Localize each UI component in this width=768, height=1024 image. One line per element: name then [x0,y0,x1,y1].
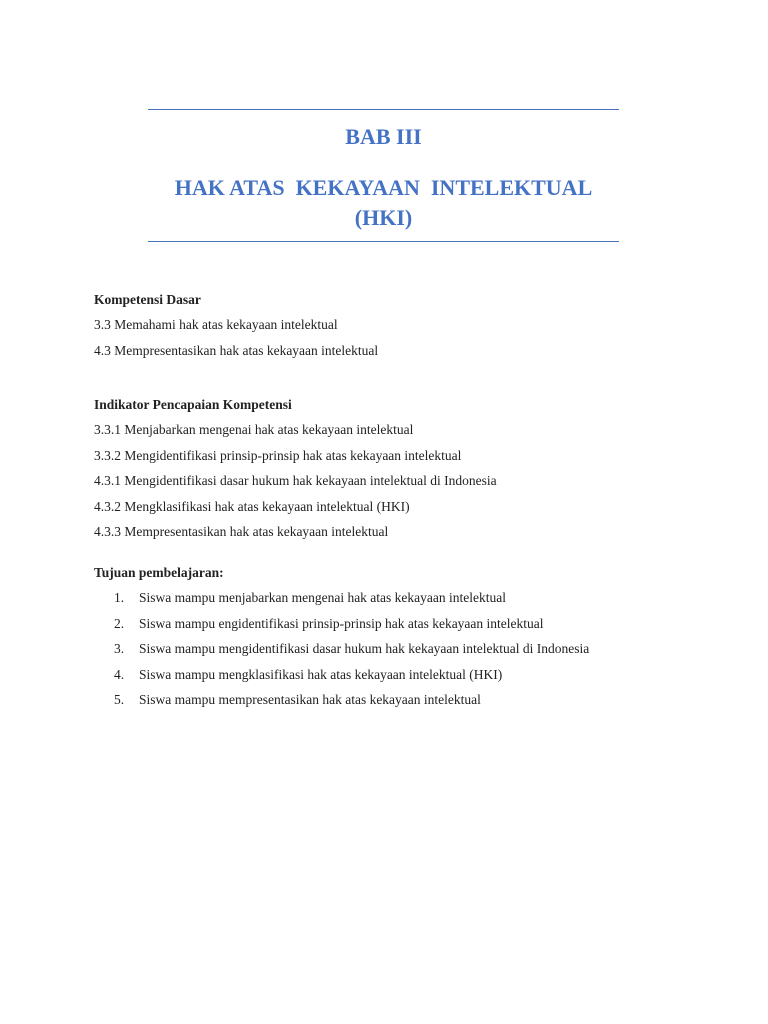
header-top-rule [148,109,619,110]
tujuan-item-text: Siswa mampu mempresentasikan hak atas kekayaan intelektual [139,692,481,707]
kompetensi-dasar-item: 4.3 Mempresentasikan hak atas kekayaan intelektual [94,342,379,358]
indikator-item: 4.3.1 Mengidentifikasi dasar hukum hak kekayaan intelektual di Indonesia [94,473,497,488]
chapter-title-line-1: HAK ATAS KEKAYAAN INTELEKTUAL [174,175,593,200]
header-bottom-rule [148,241,619,242]
tujuan-item-number: 3. [114,641,125,656]
indikator-label: Indikator Pencapaian Kompetensi [94,397,292,412]
tujuan-item-number: 2. [114,615,125,631]
tujuan-item-number: 1. [114,590,125,605]
chapter-title-line-2: (HKI) [354,205,413,230]
tujuan-item-text: Siswa mampu engidentifikasi prinsip-prinsip hak atas kekayaan intelektual [139,615,544,631]
tujuan-item-number: 4. [114,666,125,682]
tujuan-section [94,563,694,716]
tujuan-item [94,614,694,640]
tujuan-label: Tujuan pembelajaran: [94,565,224,580]
indikator-section [94,395,694,548]
tujuan-item-text: Siswa mampu menjabarkan mengenai hak atas kekayaan intelektual [139,590,506,605]
tujuan-item [94,639,694,665]
tujuan-item [94,690,694,716]
tujuan-item [94,588,694,614]
tujuan-item-text: Siswa mampu mengklasifikasi hak atas kekayaan intelektual (HKI) [139,666,503,682]
tujuan-item-number: 5. [114,692,125,707]
tujuan-item [94,665,694,691]
kompetensi-dasar-section [94,290,694,366]
indikator-item: 4.3.3 Mempresentasikan hak atas kekayaan intelektual [94,524,389,539]
indikator-item: 4.3.2 Mengklasifikasi hak atas kekayaan intelektual (HKI) [94,498,410,514]
indikator-item: 3.3.1 Menjabarkan mengenai hak atas kekayaan intelektual [94,422,414,437]
tujuan-list [94,588,694,716]
tujuan-item-text: Siswa mampu mengidentifikasi dasar hukum hak kekayaan intelektual di Indonesia [139,641,590,656]
kompetensi-dasar-item: 3.3 Memahami hak atas kekayaan intelektual [94,317,338,332]
indikator-item: 3.3.2 Mengidentifikasi prinsip-prinsip hak atas kekayaan intelektual [94,447,462,463]
kompetensi-dasar-label: Kompetensi Dasar [94,292,201,307]
chapter-number: BAB III [345,124,422,149]
chapter-title [148,173,619,233]
